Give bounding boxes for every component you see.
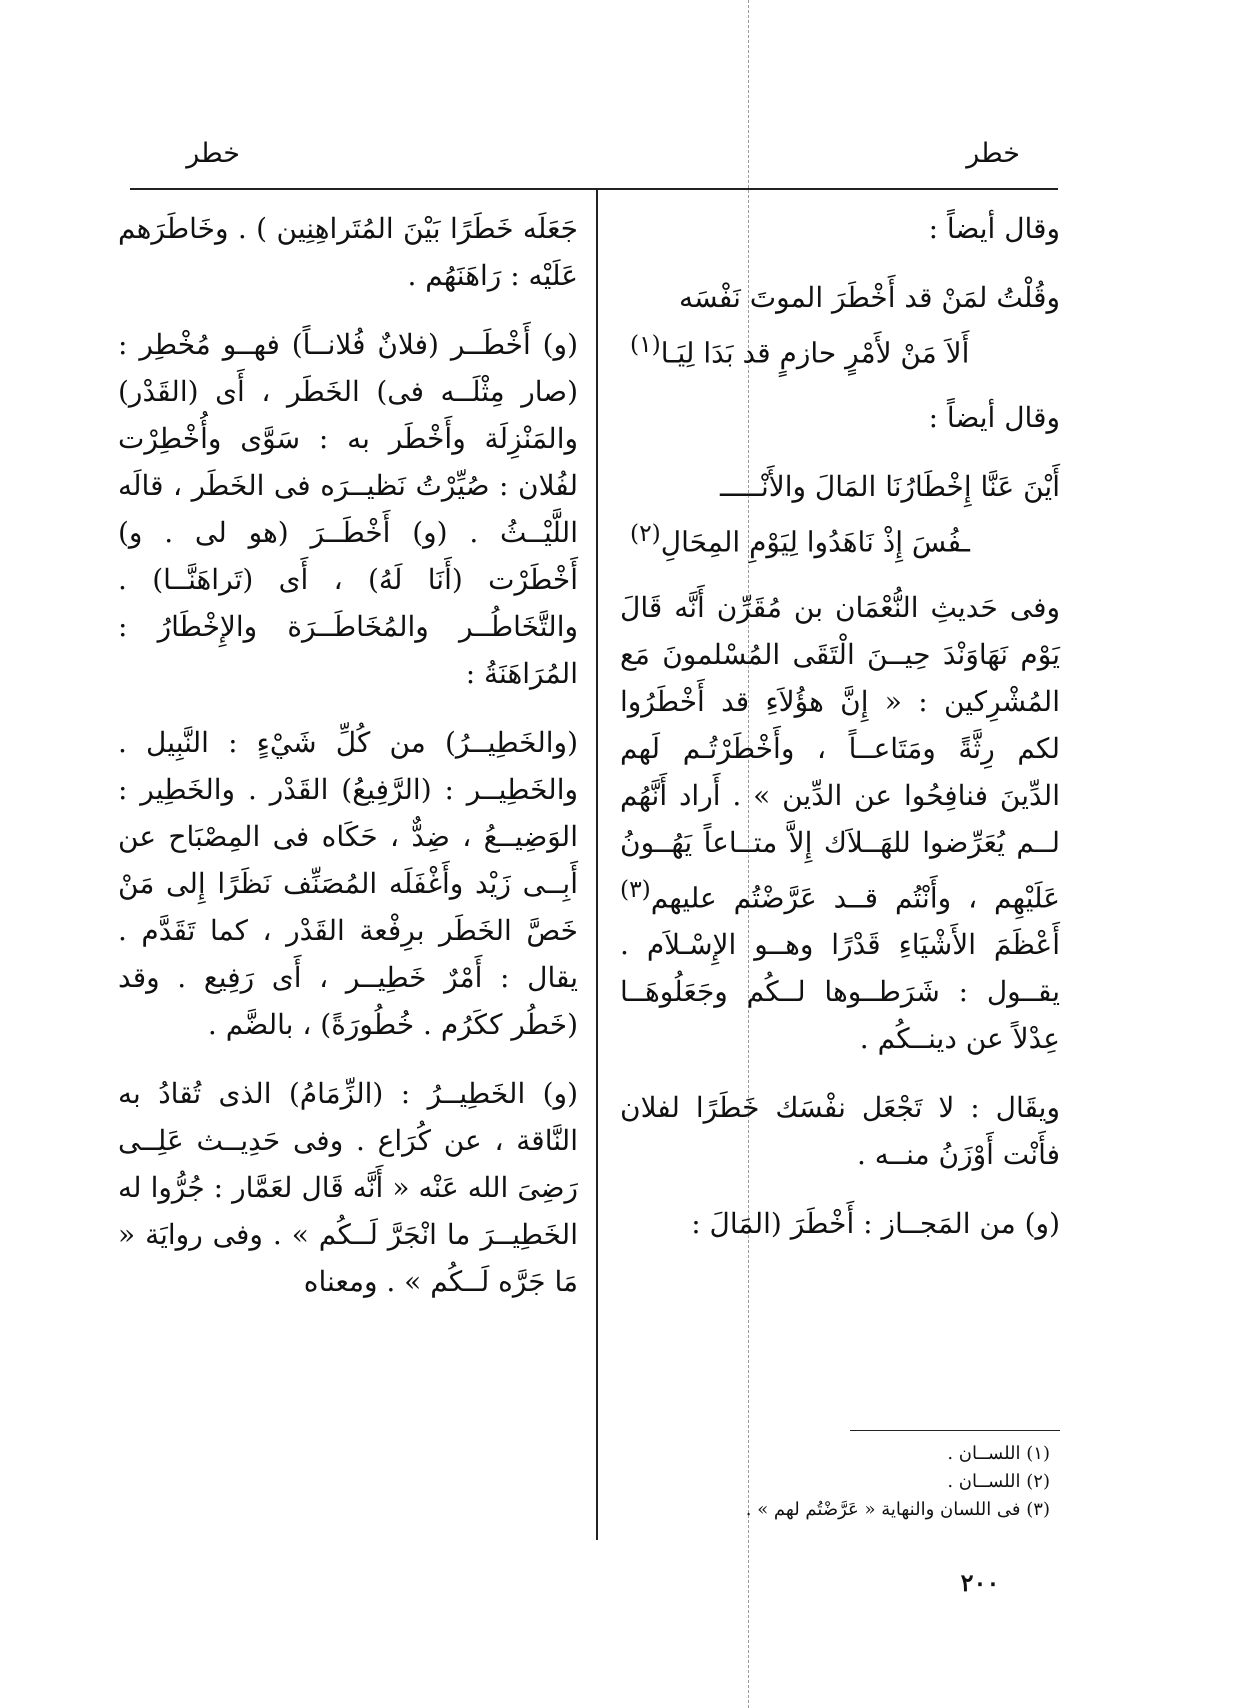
verse-hemistich: وقُلْتُ لمَنْ قد أَخْطَرَ الموتَ نَفْسَه bbox=[678, 281, 1060, 314]
footnote: (٣) فى اللسان والنهاية « عَرَّضْتُم لهم » . bbox=[745, 1499, 1050, 1520]
paragraph: وقال أيضاً : bbox=[928, 212, 1060, 245]
paragraph: (و) الخَطِيــرُ : (الزِّمَامُ) الذى تُقادُ به النَّاقة ، عن كُرَاع . وفى حَدِيــث عَلِــى رَضِىَ الله عَنْه « أَنَّه قَال لعَمَّار : جُرُّوا له الخَطِيــرَ ما انْجَرَّ لَــكُم » . وفى روايَة « مَا جَرَّه لَــكُم » . ومعناه bbox=[118, 1077, 578, 1298]
paragraph-text: أَعْظَمَ الأَشْيَاءِ قَدْرًا وهــو الإِسْـلاَم . يقــول : شَرَطــوها لــكُم وجَعَلُوهَــا عِدْلاً عن دينــكُم . bbox=[620, 927, 1060, 1055]
paragraph: جَعَلَه خَطَرًا بَيْنَ المُتَراهِنِين ) . وخَاطَرَهم عَلَيْه : رَاهَنَهُم . bbox=[118, 212, 578, 292]
paragraph: (والخَطِيــرُ) من كُلِّ شَيْءٍ : النَّبِيل . والخَطِيــر : (الرَّفِيعُ) القَدْر . والخَطِير : الوَضِيــعُ ، ضِدٌّ ، حَكَاه فى المِصْبَاح عن أَبِــى زَيْد وأَغْفَلَه المُصَنِّف نَظَرًا إِلى مَنْ خَصَّ الخَطَر برِفْعة القَدْر ، كما تَقَدَّم . يقال : أَمْرٌ خَطِيــر ، أَى رَفِيع . وقد (خَطُر ككَرُم . خُطُورَةً) ، بالضَّم . bbox=[118, 726, 578, 1041]
verse-text: أَلاَ مَنْ لأَمْرٍ حازمٍ قد بَدَا لِيَـا bbox=[660, 336, 970, 370]
footnotes bbox=[700, 1440, 1050, 1524]
footnote: (٢) اللســان . bbox=[947, 1471, 1050, 1492]
running-header-left: خطر bbox=[186, 138, 240, 169]
verse-hemistich: أَيْنَ عَنَّا إِخْطَارُنَا المَالَ والأَنْـــــ bbox=[719, 470, 1060, 504]
paragraph-text: وفى حَديثِ النُّعْمَان بن مُقَرِّن أَنَّه قَالَ يَوْم نَهَاوَنْدَ حِيــنَ الْتَقَى المُسْلمونَ مَع المُشْرِكين : « إِنَّ هؤُلاَءِ قد أَخْطَرُوا لكم رِثَّةً ومَتَاعــاً ، وأَخْطَرْتُـم لَهم الدِّينَ فنافِحُوا عن الدِّين » . أَراد أَنَّهُم لــم يُعَرِّضوا للهَــلاَك إِلاَّ متــاعاً يَهُــونُ عَلَيْهِم ، وأَنْتُم قــد عَرَّضْتُم عليهم bbox=[620, 590, 1060, 914]
footnote-rule bbox=[850, 1430, 1060, 1431]
verse bbox=[620, 274, 1060, 376]
verse bbox=[620, 463, 1060, 565]
page-number: ٢٠٠ bbox=[960, 1568, 1000, 1597]
right-column bbox=[620, 205, 1060, 1269]
left-column bbox=[118, 205, 578, 1327]
footnote: (١) اللســان . bbox=[947, 1443, 1050, 1464]
paragraph: ويقَال : لا تَجْعَل نفْسَك خَطَرًا لفلان فأَنْت أَوْزَنُ منــه . bbox=[620, 1090, 1060, 1171]
paragraph: وقال أيضاً : bbox=[928, 401, 1060, 435]
footnote-ref: (٣) bbox=[620, 874, 651, 903]
footnote-ref: (١) bbox=[630, 330, 661, 358]
running-header-right: خطر bbox=[966, 138, 1020, 169]
verse-text: ـفُسَ إِذْ نَاهَدُوا لِيَوْمِ المِحَالِ bbox=[660, 525, 970, 559]
header-rule bbox=[130, 188, 1058, 190]
verse-hemistich bbox=[620, 510, 1060, 565]
paragraph: (و) من المَجــاز : أَخْطَرَ (المَالَ : bbox=[691, 1206, 1060, 1240]
paragraph: (و) أَخْطَــر (فلانٌ فُلانــاً) فهــو مُخْطِر : (صار مِثْلَــه فى) الخَطَر ، أَى (القَدْر) والمَنْزِلَة وأَخْطَر به : سَوَّى وأُخْطِرْت لفُلان : صُيِّرْتُ نَظيــرَه فى الخَطَر ، قالَه اللَّيْــثُ . (و) أَخْطَــرَ (هو لى . و) أَخْطَرْت (أَنَا لَهُ) ، أَى (تَراهَنَّــا) . والتَّخَاطُــر والمُخَاطَــرَة والإِخْطَارُ : المُرَاهَنَةُ : bbox=[118, 328, 578, 690]
footnote-ref: (٢) bbox=[630, 519, 661, 548]
column-divider bbox=[596, 190, 598, 1540]
paragraph bbox=[620, 584, 1060, 1062]
verse-hemistich bbox=[620, 321, 1060, 376]
